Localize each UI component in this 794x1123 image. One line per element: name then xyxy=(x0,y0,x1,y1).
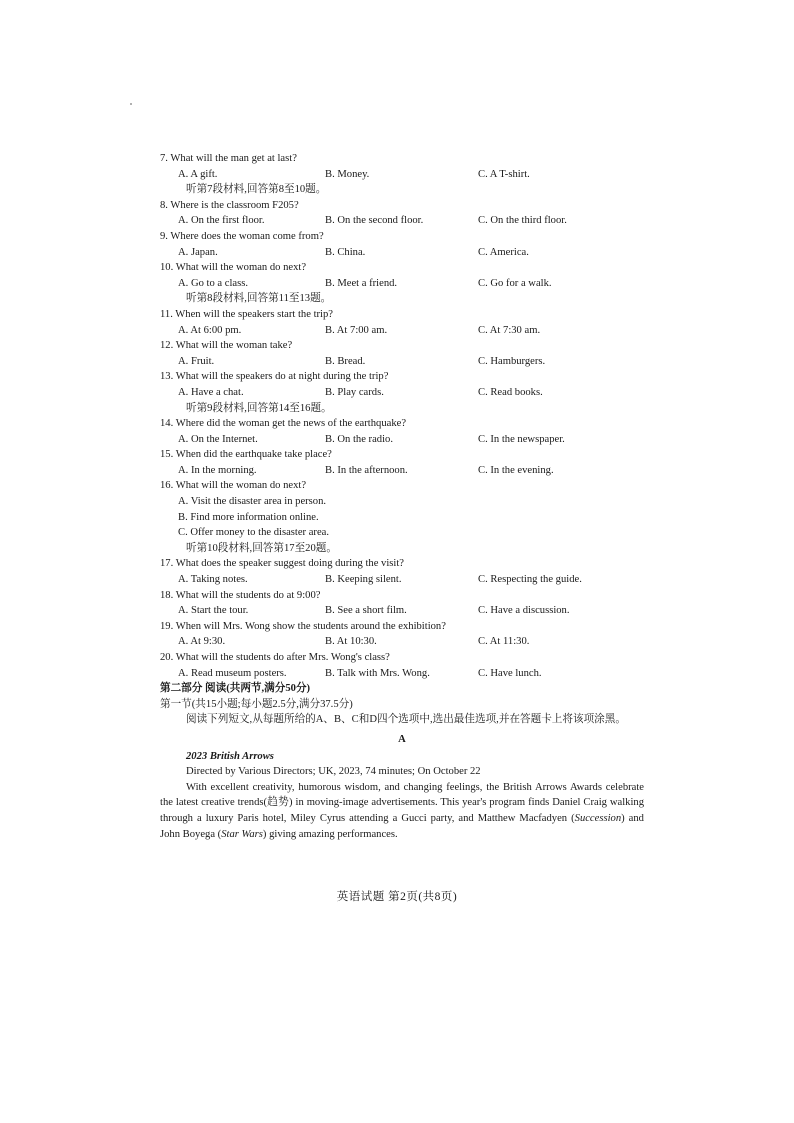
question-15 xyxy=(160,447,644,478)
question-text: 13. What will the speakers do at night during the trip? xyxy=(160,371,389,383)
option-b: B. Talk with Mrs. Wong. xyxy=(325,667,430,679)
section-one-heading: 第一节(共15小题;每小题2.5分,满分37.5分) xyxy=(160,698,353,710)
question-text: 12. What will the woman take? xyxy=(160,340,293,352)
option-c: C. Hamburgers. xyxy=(478,355,546,367)
option-c: C. In the newspaper. xyxy=(478,433,565,445)
listening-instruction-10: 听第10段材料,回答第17至20题。 xyxy=(186,542,337,554)
question-20 xyxy=(160,650,644,681)
option-a: A. Read museum posters. xyxy=(178,667,287,679)
passage-body xyxy=(160,780,644,842)
question-text: 10. What will the woman do next? xyxy=(160,262,307,274)
question-options xyxy=(160,603,644,619)
option-b: B. Meet a friend. xyxy=(325,277,398,289)
listening-instruction-8: 听第8段材料,回答第11至13题。 xyxy=(186,293,332,305)
option-b: B. Money. xyxy=(325,168,370,180)
option-c: C. Read books. xyxy=(478,386,543,398)
option-c: C. A T-shirt. xyxy=(478,168,530,180)
option-c: C. Respecting the guide. xyxy=(478,574,582,586)
question-14 xyxy=(160,416,644,447)
option-b: B. At 7:00 am. xyxy=(325,324,388,336)
question-10 xyxy=(160,260,644,291)
question-options xyxy=(160,354,644,370)
option-c: C. Go for a walk. xyxy=(478,277,552,289)
question-12 xyxy=(160,338,644,369)
option-c: C. America. xyxy=(478,246,529,258)
listening-instruction-9: 听第9段材料,回答第14至16题。 xyxy=(186,402,332,414)
question-options xyxy=(160,323,644,339)
option-c: C. On the third floor. xyxy=(478,215,567,227)
option-c: C. At 11:30. xyxy=(478,636,530,648)
option-b: B. At 10:30. xyxy=(325,636,377,648)
question-options xyxy=(160,276,644,292)
question-text: 15. When did the earthquake take place? xyxy=(160,449,332,461)
passage-letter: A xyxy=(398,733,406,745)
question-13 xyxy=(160,369,644,400)
option-a: A. Have a chat. xyxy=(178,386,244,398)
option-c: C. At 7:30 am. xyxy=(478,324,541,336)
option-b: B. On the second floor. xyxy=(325,215,424,227)
option-c: C. Have a discussion. xyxy=(478,605,570,617)
option-a: A. Visit the disaster area in person. xyxy=(178,496,327,508)
option-b: B. See a short film. xyxy=(325,605,407,617)
option-c: C. Offer money to the disaster area. xyxy=(178,527,330,539)
question-7 xyxy=(160,151,644,182)
option-c: C. In the evening. xyxy=(478,464,554,476)
question-options xyxy=(160,463,644,479)
passage-body-part-1: With excellent creativity, humorous wisdom, and changing feelings, the British Arrows Awards celebrate the latest creative trends(趋势) in moving-image advertisements. This year's program finds Daniel Craig walking through a luxury Paris hotel, Miley Cyrus attending a Gucci party, and Matthew Macfadyen ( xyxy=(160,781,644,824)
question-options xyxy=(160,167,644,183)
question-options xyxy=(160,245,644,261)
option-b: B. Play cards. xyxy=(325,386,384,398)
question-11 xyxy=(160,307,644,338)
question-options xyxy=(160,572,644,588)
option-a: A. A gift. xyxy=(178,168,218,180)
option-a: A. At 6:00 pm. xyxy=(178,324,242,336)
option-c: C. Have lunch. xyxy=(478,667,542,679)
passage-body-part-2: ) and John Boyega ( xyxy=(160,812,644,840)
option-b: B. On the radio. xyxy=(325,433,393,445)
question-19 xyxy=(160,619,644,650)
option-b: B. Keeping silent. xyxy=(325,574,402,586)
question-text: 16. What will the woman do next? xyxy=(160,480,307,492)
scan-speck xyxy=(130,103,132,105)
question-text: 7. What will the man get at last? xyxy=(160,153,297,164)
option-b: B. In the afternoon. xyxy=(325,464,408,476)
question-9 xyxy=(160,229,644,260)
question-text: 9. Where does the woman come from? xyxy=(160,230,324,242)
question-text: 20. What will the students do after Mrs. Wong's class? xyxy=(160,652,390,663)
page-footer: 英语试题 第2页(共8页) xyxy=(336,891,458,903)
question-options xyxy=(160,634,644,650)
question-8 xyxy=(160,198,644,229)
question-text: 18. What will the students do at 9:00? xyxy=(160,589,321,601)
passage-italic-succession: Succession xyxy=(574,812,622,824)
question-17 xyxy=(160,556,644,587)
question-18 xyxy=(160,588,644,619)
option-b: B. China. xyxy=(325,246,366,258)
option-b: B. Bread. xyxy=(325,355,366,367)
option-a: A. Start the tour. xyxy=(178,605,249,617)
question-text: 17. What does the speaker suggest doing during the visit? xyxy=(160,558,405,570)
option-a: A. At 9:30. xyxy=(178,636,226,648)
passage-italic-star-wars: Star Wars xyxy=(221,828,263,840)
option-a: A. Taking notes. xyxy=(178,574,248,586)
passage-title: 2023 British Arrows xyxy=(186,750,274,762)
question-text: 19. When will Mrs. Wong show the students around the exhibition? xyxy=(160,620,446,632)
passage-body-part-3: ) giving amazing performances. xyxy=(262,828,398,840)
option-b: B. Find more information online. xyxy=(178,511,319,523)
question-options xyxy=(160,432,644,448)
question-text: 14. Where did the woman get the news of the earthquake? xyxy=(160,418,407,430)
reading-directions: 阅读下列短文,从每题所给的A、B、C和D四个选项中,选出最佳选项,并在答题卡上将该项涂黑。 xyxy=(186,714,626,726)
question-text: 11. When will the speakers start the trip? xyxy=(160,308,333,320)
question-options xyxy=(160,213,644,229)
question-text: 8. Where is the classroom F205? xyxy=(160,199,299,211)
part-two-heading: 第二部分 阅读(共两节,满分50分) xyxy=(160,683,311,695)
option-a: A. Japan. xyxy=(178,246,218,258)
passage-meta: Directed by Various Directors; UK, 2023, 74 minutes; On October 22 xyxy=(186,766,481,778)
option-a: A. Fruit. xyxy=(178,355,215,367)
page-content xyxy=(160,151,644,842)
option-a: A. Go to a class. xyxy=(178,277,249,289)
option-a: A. On the first floor. xyxy=(178,215,265,227)
question-options xyxy=(160,385,644,401)
question-options xyxy=(160,666,644,682)
option-a: A. In the morning. xyxy=(178,464,257,476)
question-16 xyxy=(160,478,644,540)
option-a: A. On the Internet. xyxy=(178,433,258,445)
listening-instruction-7: 听第7段材料,回答第8至10题。 xyxy=(186,184,327,196)
